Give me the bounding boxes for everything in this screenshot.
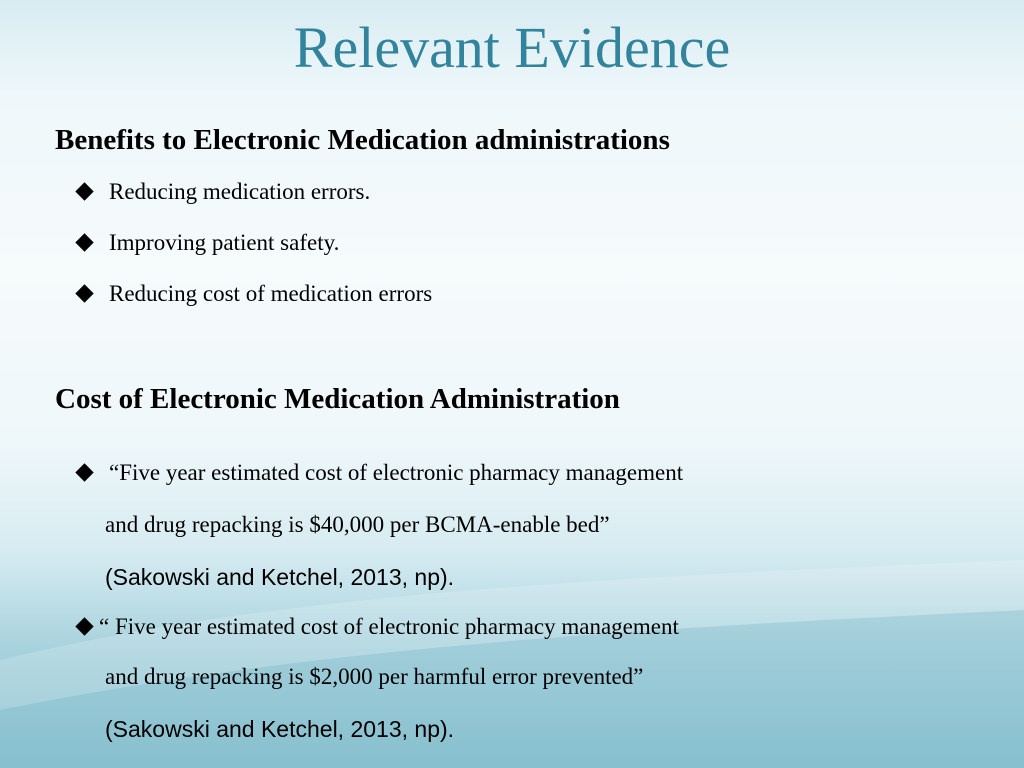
slide-title: Relevant Evidence <box>293 15 731 80</box>
cost-text-line1: “ Five year estimated cost of electronic pharmacy management <box>99 614 679 639</box>
cost-text-line1: “Five year estimated cost of electronic pharmacy management <box>109 460 684 485</box>
citation: (Sakowski and Ketchel, 2013, np). <box>105 716 455 742</box>
benefit-text: Reducing cost of medication errors <box>109 281 433 306</box>
cost-text-line2: and drug repacking is $2,000 per harmful error prevented” <box>105 664 644 689</box>
benefit-item <box>78 228 339 258</box>
diamond-bullet-icon <box>75 284 93 302</box>
benefit-item <box>78 177 370 207</box>
cost-item <box>78 612 679 642</box>
cost-item <box>78 458 683 488</box>
cost-text-line2: and drug repacking is $40,000 per BCMA-enable bed” <box>105 512 610 537</box>
benefit-text: Improving patient safety. <box>109 230 340 255</box>
benefit-text: Reducing medication errors. <box>109 179 371 204</box>
diamond-bullet-icon <box>75 617 93 635</box>
diamond-bullet-icon <box>75 233 93 251</box>
benefit-item <box>78 279 432 309</box>
diamond-bullet-icon <box>75 463 93 481</box>
benefits-heading: Benefits to Electronic Medication administrations <box>55 124 670 156</box>
cost-heading: Cost of Electronic Medication Administration <box>55 383 620 415</box>
citation: (Sakowski and Ketchel, 2013, np). <box>105 564 455 590</box>
diamond-bullet-icon <box>75 182 93 200</box>
